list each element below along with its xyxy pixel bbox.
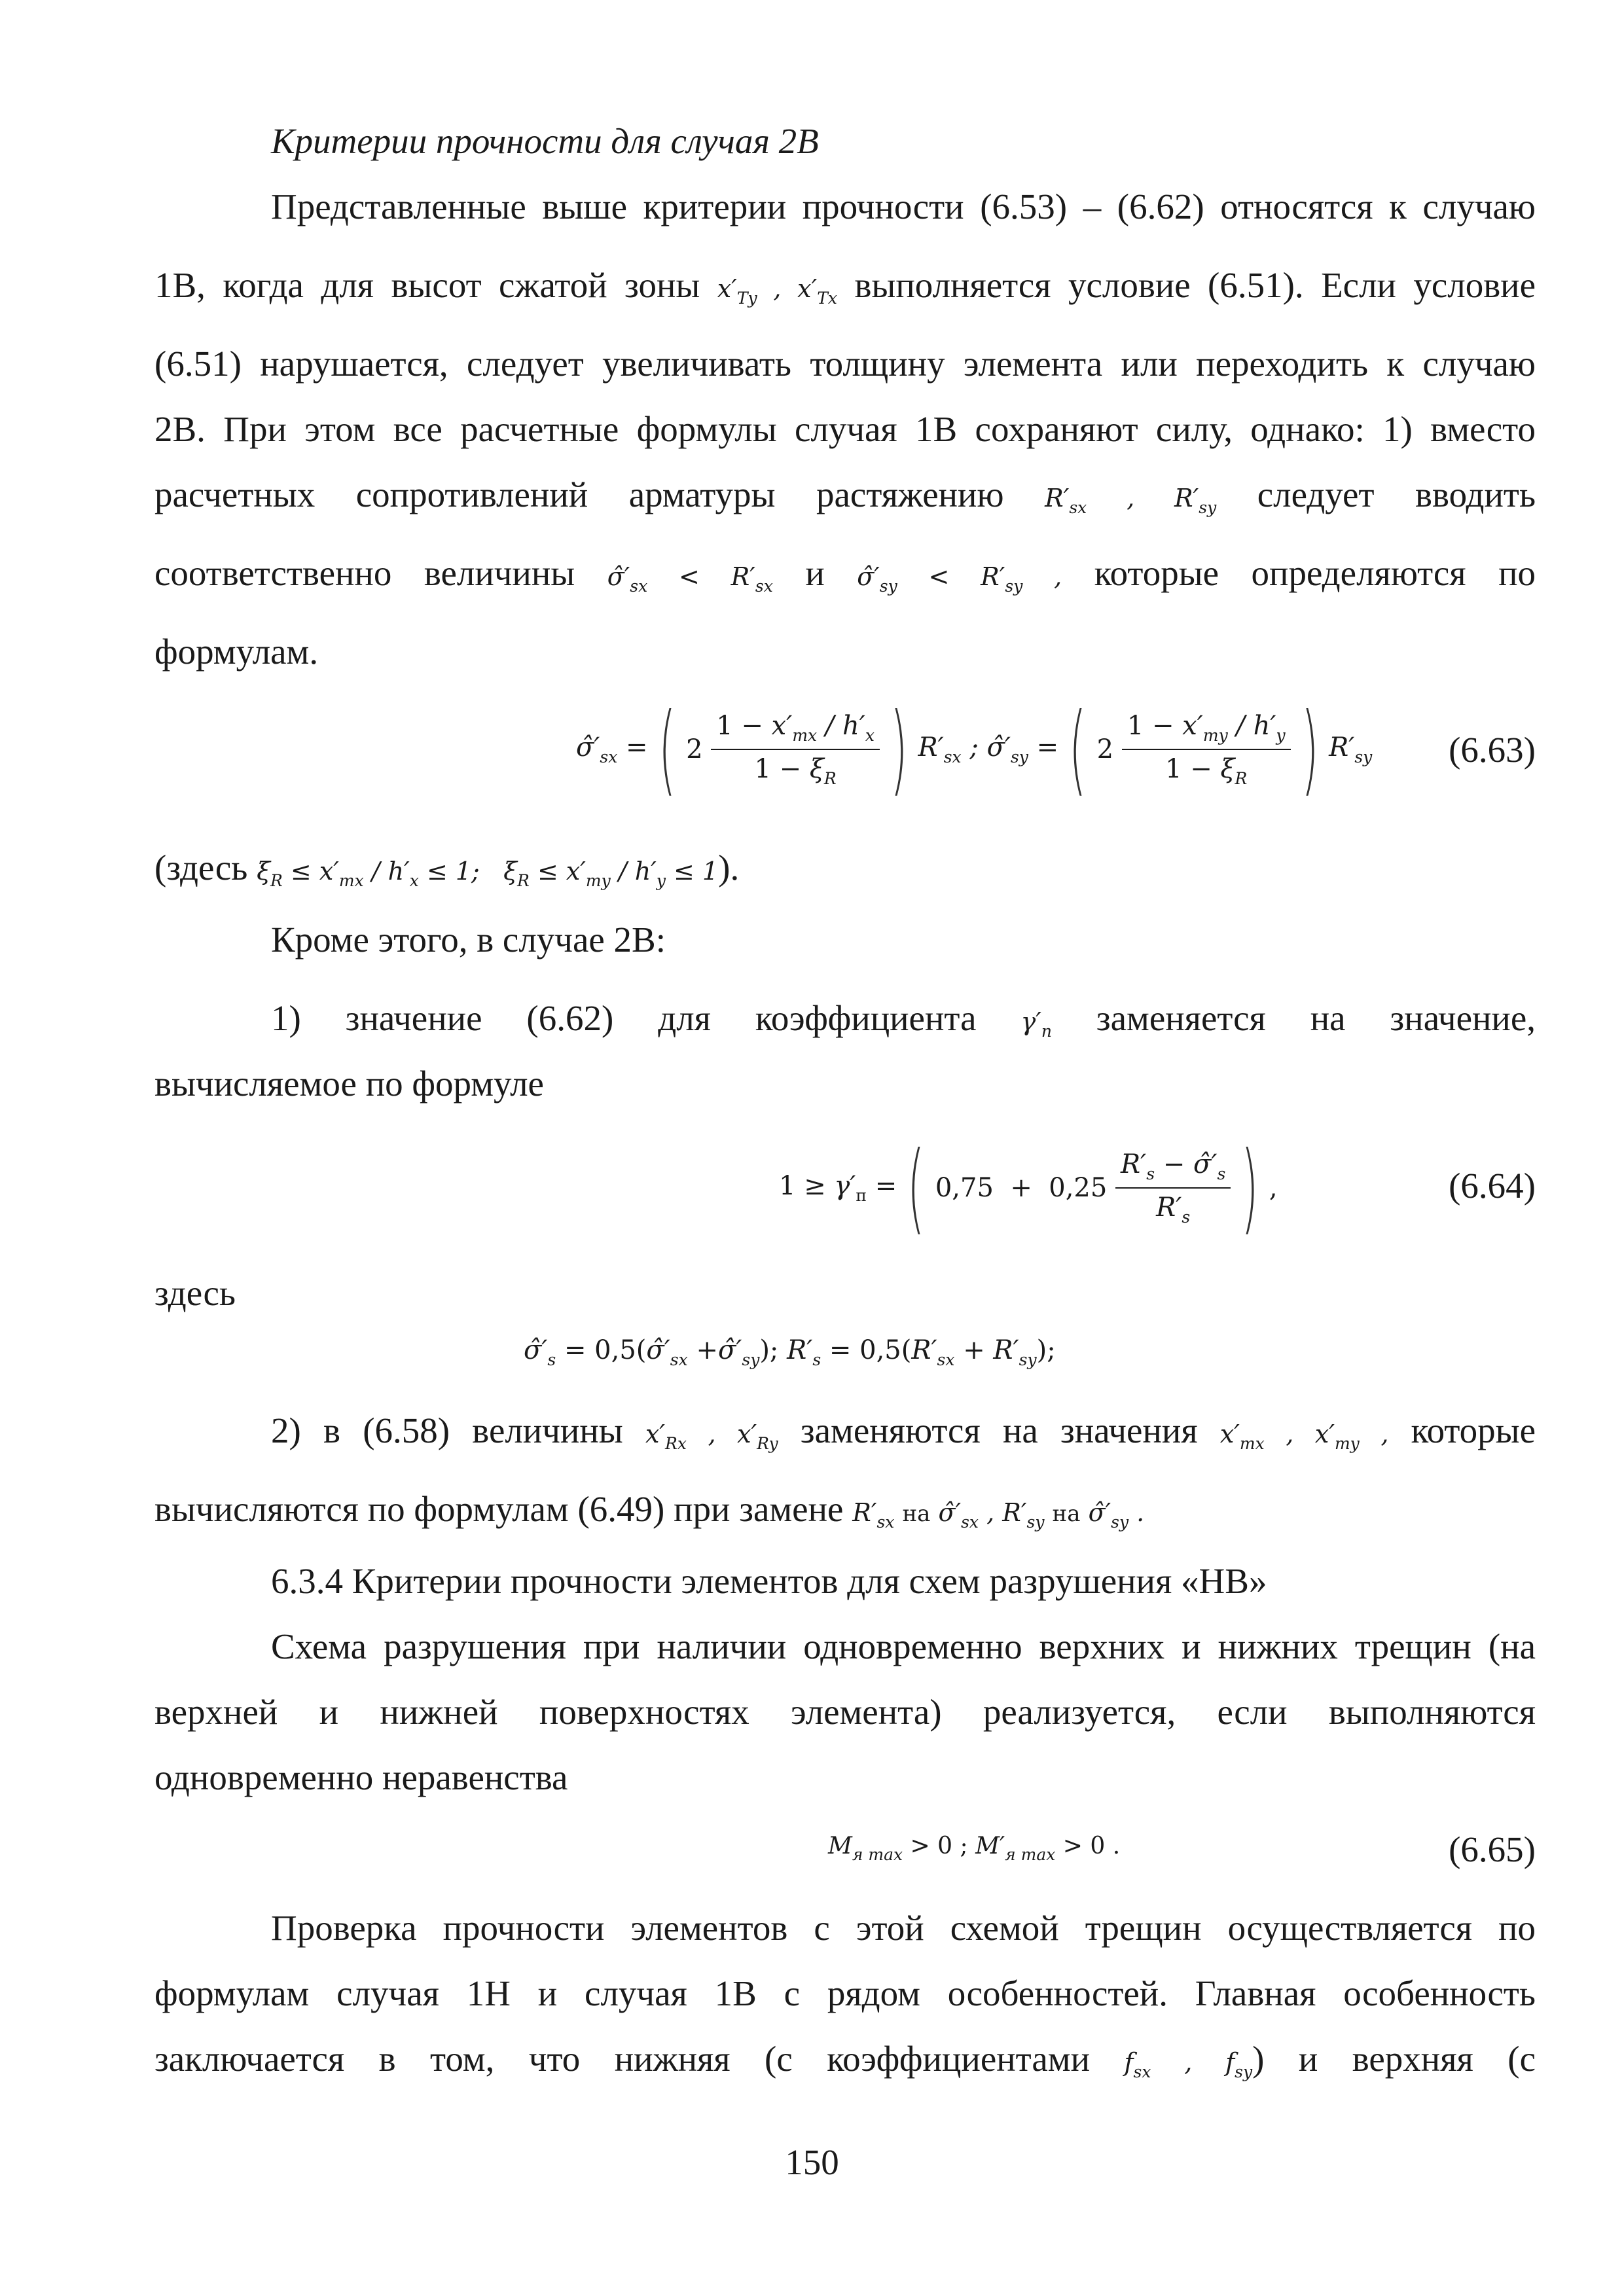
- eq-label-6-63: (6.63): [1449, 730, 1536, 770]
- item1-line2: вычисляемое по формуле: [154, 1064, 544, 1103]
- para1-line3: (6.51) нарушается, следует увеличивать толщину элемента или переходить к случаю: [154, 344, 1536, 384]
- para1-line1: Представленные выше критерии прочности (6.53) – (6.62) относятся к случаю: [271, 187, 1536, 226]
- item1-line1: 1) значение (6.62) для коэффициента $\gamma'_п$ заменяется на значение,: [271, 998, 1536, 1041]
- math-xTy-xTx: $x'_{Ty}$ , $x'_{Tx}$: [717, 274, 838, 308]
- para3-line2: формулам случая 1Н и случая 1В с рядом особенностей. Главная особенность: [154, 1973, 1536, 2013]
- formula-6-65: $M_{я max} > 0$ ; $M'_{я max} > 0$ .: [828, 1833, 1121, 1864]
- para2-line1: Схема разрушения при наличии одновременно верхних и нижних трещин (на: [271, 1626, 1536, 1666]
- para3-line1: Проверка прочности элементов с этой схемой трещин осуществляется по: [271, 1908, 1536, 1948]
- math-gamma-n: $\gamma'_п$: [1020, 1007, 1052, 1041]
- formula-6-63: $\sigmâ'_{sx}$ = ( 2 $\frac{1 - x'_{тx} / h'_x}{1 - \xi_R}$ ) $R'_{sx}$ ; $\sigmâ'_{sy}$ = ( 2 $\frac{1 - x'_{тy} / h'_y}{1 - \xi_R}$ ) $R'_{sy}$: [576, 692, 1373, 806]
- eq-label-6-65: (6.65): [1449, 1829, 1536, 1869]
- case-heading: Критерии прочности для случая 2В: [271, 121, 819, 161]
- formula-sigma-s-Rs: $\sigmâ'_s$ = $0,5(\sigmâ'_{sx}$ $+\sigmâ'_{sy}$); $R'_s = 0,5(R'_{sx} + R'_{sy})$;: [524, 1335, 1056, 1369]
- para1-line4: 2В. При этом все расчетные формулы случая 1В сохраняют силу, однако: 1) вместо: [154, 409, 1536, 449]
- section-title: 6.3.4 Критерии прочности элементов для схем разрушения «НВ»: [271, 1561, 1267, 1601]
- formula-6-64: $1 \ge \gamma'_п$ = ( 0,75 + 0,25 $\frac{R'_s - \sigmâ'_s}{R'_s}$ ) ,: [779, 1131, 1278, 1245]
- para2-line2: верхней и нижней поверхностях элемента) реализуется, если выполняются: [154, 1692, 1536, 1732]
- math-sigma-sy-lt-Rsy: $\sigmâ'_{sy} < R'_{sy}$ ,: [857, 562, 1062, 596]
- item2-line1: 2) в (6.58) величины $x'_{Rx}$ , $x'_{Ry}$ заменяются на значения $x'_{тx}$ , $x'_{тy}$ , которые: [271, 1410, 1536, 1453]
- item2-line2: вычисляются по формулам (6.49) при замене $R'_{sx}$ на $\sigmâ'_{sx}$ , $R'_{sy}$ на $\sigmâ'_{sy}$ .: [154, 1489, 1145, 1532]
- here-word: здесь: [154, 1273, 236, 1313]
- para1-line7: формулам.: [154, 632, 319, 672]
- page-number: 150: [785, 2142, 839, 2182]
- para2-line3: одновременно неравенства: [154, 1757, 568, 1797]
- eq-label-6-64: (6.64): [1449, 1166, 1536, 1206]
- math-fsx-fsy: $f_{sx}$ , $f_{sy}$: [1124, 2048, 1253, 2081]
- math-xtx-xty: $x'_{тx}$ , $x'_{тy}$ ,: [1219, 1420, 1389, 1453]
- para1-line2: 1В, когда для высот сжатой зоны $x'_{Ty}$ , $x'_{Tx}$ выполняется условие (6.51). Если условие: [154, 265, 1536, 308]
- para3-line3: заключается в том, что нижняя (с коэффициентами $f_{sx}$ , $f_{sy}$) и верхняя (с: [154, 2039, 1536, 2081]
- para1-line6: соответственно величины $\sigmâ'_{sx} < R'_{sx}$ и $\sigmâ'_{sy} < R'_{sy}$ , которые определяются по: [154, 553, 1536, 596]
- para1-line5: расчетных сопротивлений арматуры растяжению $R'_{sx}$ , $R'_{sy}$ следует вводить: [154, 475, 1536, 517]
- math-Rsx-Rsy: $R'_{sx}$ , $R'_{sy}$: [1045, 484, 1217, 517]
- math-sigma-sx-lt-Rsx: $\sigmâ'_{sx} < R'_{sx}$: [607, 562, 773, 596]
- math-xRx-xRy: $x'_{Rx}$ , $x'_{Ry}$: [645, 1420, 778, 1453]
- besides-line: Кроме этого, в случае 2В:: [271, 920, 666, 960]
- math-replacement: $R'_{sx}$ на $\sigmâ'_{sx}$ , $R'_{sy}$ на $\sigmâ'_{sy}$ .: [852, 1498, 1145, 1532]
- math-xi-conditions: $\xi_R \le x'_{тx} / h'_x \le 1$; $\xi_R \le x'_{тy} / h'_y \le 1$: [257, 857, 719, 890]
- here-note-1: (здесь $\xi_R \le x'_{тx} / h'_x \le 1$; $\xi_R \le x'_{тy} / h'_y \le 1$).: [154, 848, 740, 890]
